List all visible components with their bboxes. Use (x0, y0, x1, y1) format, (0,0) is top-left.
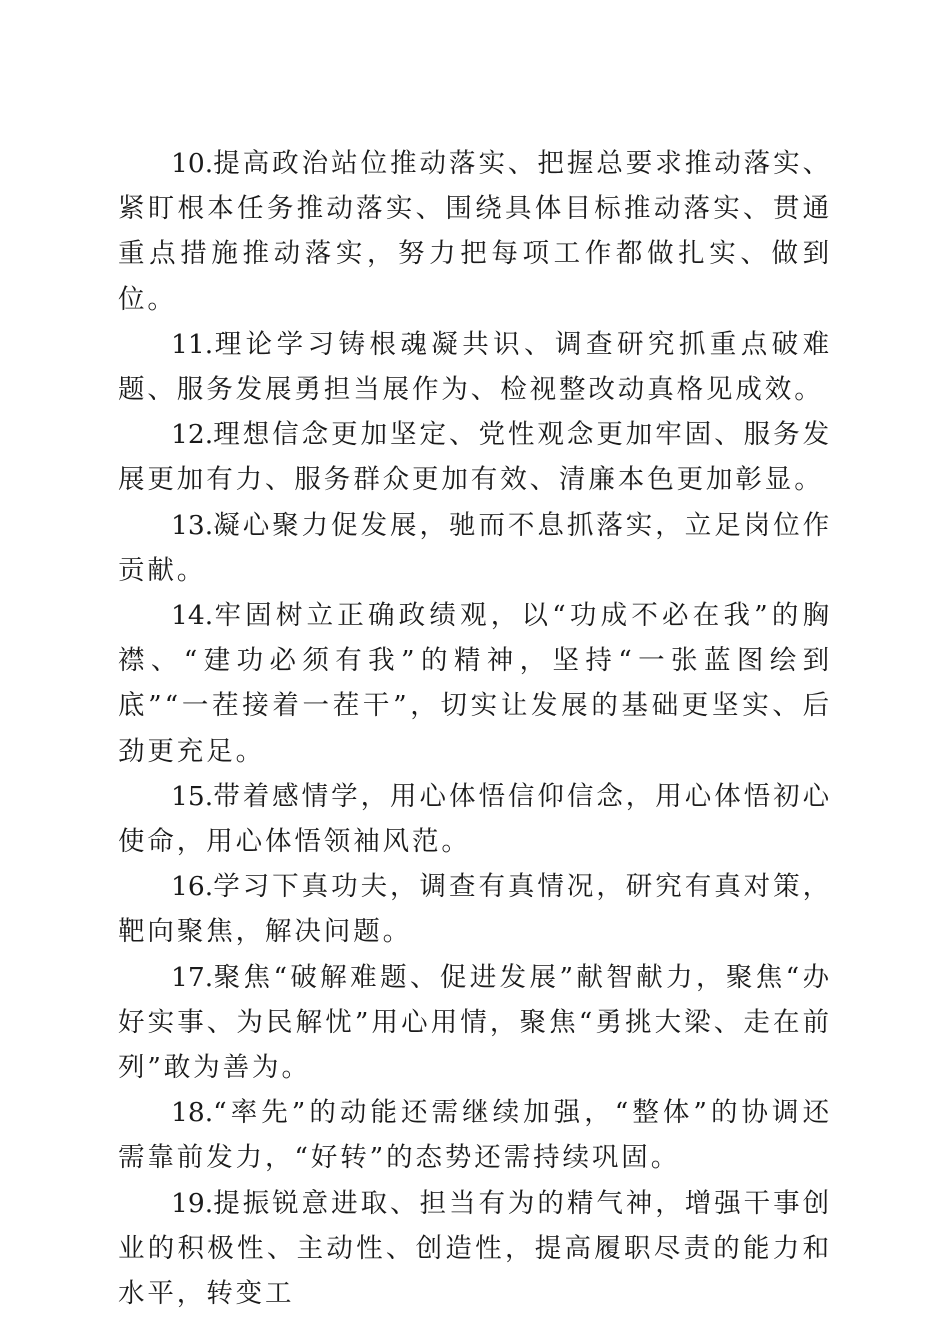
paragraph-17 (118, 955, 832, 1091)
paragraph-number: 12. (171, 419, 214, 451)
paragraph-text: 提振锐意进取、担当有为的精气神，增强干事创业的积极性、主动性、创造性，提高履职尽责的能力和水平，转变工 (118, 1187, 832, 1310)
paragraph-text: 聚焦“破解难题、促进发展”献智献力，聚焦“办好实事、为民解忧”用心用情，聚焦“勇挑大梁、走在前列”敢为善为。 (118, 961, 832, 1084)
paragraph-number: 16. (171, 871, 214, 903)
paragraph-number: 15. (171, 780, 214, 812)
document-body (118, 141, 832, 1316)
paragraph-16 (118, 864, 832, 954)
paragraph-number: 10. (171, 148, 214, 179)
paragraph-text: 理想信念更加坚定、党性观念更加牢固、服务发展更加有力、服务群众更加有效、清廉本色更加彰显。 (118, 419, 832, 496)
paragraph-text: 带着感情学，用心体悟信仰信念，用心体悟初心使命，用心体悟领袖风范。 (118, 780, 832, 858)
paragraph-13 (118, 503, 832, 593)
paragraph-19 (118, 1181, 832, 1317)
paragraph-number: 13. (171, 509, 214, 541)
paragraph-10 (118, 141, 832, 322)
paragraph-text: 牢固树立正确政绩观，以“功成不必在我”的胸襟、“建功必须有我”的精神，坚持“一张蓝图绘到底”“一茬接着一茬干”，切实让发展的基础更坚实、后劲更充足。 (118, 600, 832, 767)
paragraph-18 (118, 1090, 832, 1180)
paragraph-text: “率先”的动能还需继续加强，“整体”的协调还需靠前发力，“好转”的态势还需持续巩固。 (118, 1097, 832, 1174)
paragraph-15 (118, 774, 832, 864)
paragraph-text: 学习下真功夫，调查有真情况，研究有真对策，靶向聚焦，解决问题。 (118, 871, 832, 948)
paragraph-number: 17. (171, 961, 214, 993)
paragraph-14 (118, 593, 832, 774)
paragraph-11 (118, 322, 832, 412)
paragraph-12 (118, 412, 832, 502)
paragraph-text: 理论学习铸根魂凝共识、调查研究抓重点破难题、服务发展勇担当展作为、检视整改动真格见成效。 (118, 328, 832, 406)
paragraph-text: 提高政治站位推动落实、把握总要求推动落实、紧盯根本任务推动落实、围绕具体目标推动落实、贯通重点措施推动落实，努力把每项工作都做扎实、做到位。 (118, 148, 832, 315)
paragraph-number: 11. (171, 328, 214, 360)
paragraph-number: 18. (171, 1097, 214, 1129)
paragraph-text: 凝心聚力促发展，驰而不息抓落实，立足岗位作贡献。 (118, 509, 832, 586)
paragraph-number: 14. (171, 600, 214, 632)
paragraph-number: 19. (171, 1187, 214, 1219)
